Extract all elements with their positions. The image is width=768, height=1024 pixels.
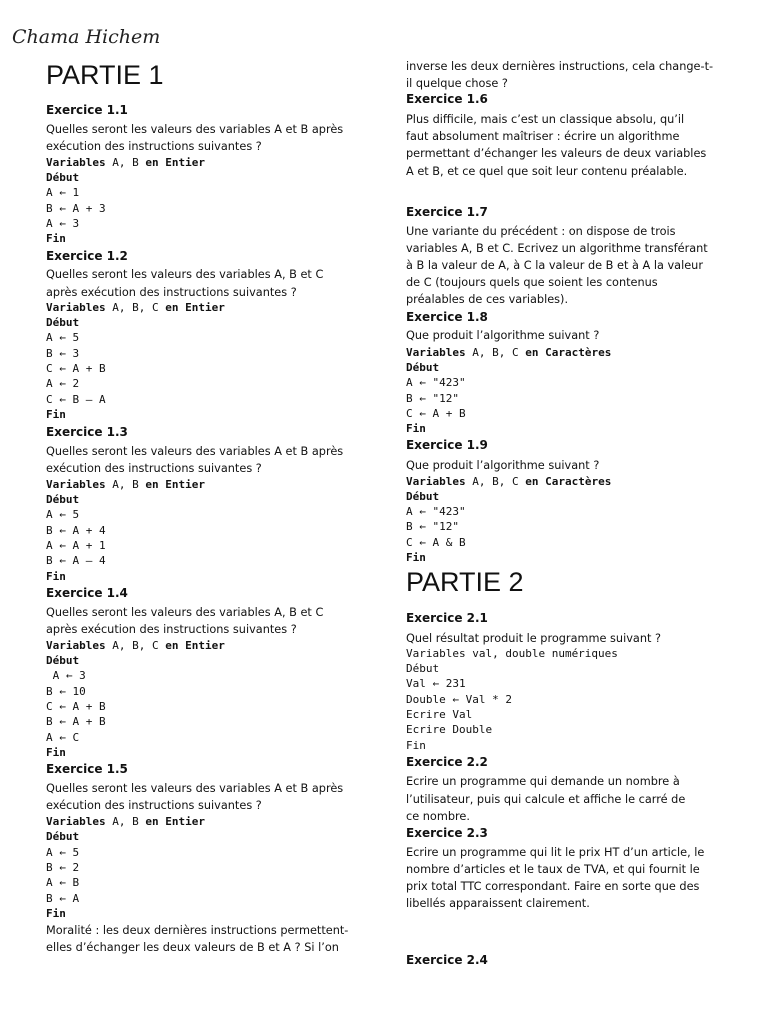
exercise-1-7-text-line: de C (toujours quels que soient les contenus <box>406 276 658 289</box>
code-line: Fin <box>46 408 66 421</box>
exercise-1-8-title: Exercice 1.8 <box>406 310 488 324</box>
exercise-1-9-question: Que produit l’algorithme suivant ? <box>406 459 600 472</box>
exercise-1-9-title: Exercice 1.9 <box>406 438 488 452</box>
exercise-1-5-moral-continuation: inverse les deux dernières instructions, cela change-t- <box>406 60 714 73</box>
exercise-1-3-question-line: exécution des instructions suivantes ? <box>46 462 262 475</box>
code-line: Ecrire Val <box>406 708 473 721</box>
code-line: Fin <box>46 570 66 583</box>
exercise-1-5-question-line: Quelles seront les valeurs des variables A et B après <box>46 782 344 795</box>
exercise-1-4-question-line: Quelles seront les valeurs des variables A, B et C <box>46 606 324 619</box>
exercise-1-6-text-line: A et B, et ce quel que soit leur contenu préalable. <box>406 165 688 178</box>
exercise-1-6-text-line: faut absolument maîtriser : écrire un algorithme <box>406 130 680 143</box>
exercise-2-3-text-line: Ecrire un programme qui lit le prix HT d’un article, le <box>406 846 705 859</box>
exercise-1-5-moral-line: elles d’échanger les deux valeurs de B et A ? Si l’on <box>46 941 339 954</box>
code-line: B ← "12" <box>406 392 459 405</box>
exercise-1-2-question-line: Quelles seront les valeurs des variables A, B et C <box>46 268 324 281</box>
code-line: C ← A + B <box>46 700 106 713</box>
code-line: Fin <box>46 907 66 920</box>
exercise-1-5-question-line: exécution des instructions suivantes ? <box>46 799 262 812</box>
code-line: A ← 3 <box>46 669 86 682</box>
code-line: B ← A + B <box>46 715 106 728</box>
exercise-1-7-text-line: préalables de ces variables). <box>406 293 569 306</box>
code-line: A ← A + 1 <box>46 539 106 552</box>
exercise-1-9-declaration: Variables A, B, C en Caractères <box>406 475 612 488</box>
exercise-1-7-text-line: Une variante du précédent : on dispose de trois <box>406 225 676 238</box>
exercise-2-3-text-line: prix total TTC correspondant. Faire en sorte que des <box>406 880 700 893</box>
code-line: Début <box>46 493 80 506</box>
code-line: B ← A + 3 <box>46 202 106 215</box>
code-line: Début <box>46 830 80 843</box>
exercise-1-7-text-line: variables A, B et C. Ecrivez un algorithme transférant <box>406 242 708 255</box>
code-line: B ← 3 <box>46 347 80 360</box>
code-line: Début <box>46 171 80 184</box>
code-line: Fin <box>46 232 66 245</box>
exercise-2-1-title: Exercice 2.1 <box>406 611 488 625</box>
partie-2-title: PARTIE 2 <box>406 567 524 597</box>
code-line: A ← C <box>46 731 80 744</box>
exercise-1-7-text-line: à B la valeur de A, à C la valeur de B et à A la valeur <box>406 259 703 272</box>
exercise-2-3-text-line: libellés apparaissent clairement. <box>406 897 590 910</box>
exercise-1-5-title: Exercice 1.5 <box>46 762 128 776</box>
exercise-1-4-declaration: Variables A, B, C en Entier <box>46 639 225 652</box>
code-line: Fin <box>46 746 66 759</box>
code-line: Début <box>46 316 80 329</box>
exercise-1-1-title: Exercice 1.1 <box>46 103 128 117</box>
exercise-1-4-question-line: après exécution des instructions suivantes ? <box>46 623 297 636</box>
exercise-2-3-title: Exercice 2.3 <box>406 826 488 840</box>
code-line: B ← 2 <box>46 861 80 874</box>
exercise-1-2-title: Exercice 1.2 <box>46 249 128 263</box>
code-line: A ← 5 <box>46 331 80 344</box>
code-line: Fin <box>406 551 426 564</box>
code-line: A ← 1 <box>46 186 80 199</box>
exercise-1-6-text-line: permettant d’échanger les valeurs de deux variables <box>406 147 707 160</box>
code-line: B ← "12" <box>406 520 459 533</box>
exercise-1-1-declaration: Variables A, B en Entier <box>46 156 205 169</box>
code-line: Variables val, double numériques <box>406 647 618 660</box>
partie-1-title: PARTIE 1 <box>46 60 164 90</box>
exercise-1-1-question-line: exécution des instructions suivantes ? <box>46 140 262 153</box>
code-line: Val ← 231 <box>406 677 466 690</box>
exercise-1-7-title: Exercice 1.7 <box>406 205 488 219</box>
code-line: A ← "423" <box>406 505 466 518</box>
exercise-1-8-question: Que produit l’algorithme suivant ? <box>406 329 600 342</box>
code-line: Début <box>406 662 440 675</box>
code-line: A ← 2 <box>46 377 80 390</box>
code-line: Début <box>406 361 440 374</box>
exercise-1-5-declaration: Variables A, B en Entier <box>46 815 205 828</box>
code-line: B ← A + 4 <box>46 524 106 537</box>
code-line: Fin <box>406 739 426 752</box>
exercise-1-3-declaration: Variables A, B en Entier <box>46 478 205 491</box>
author-name: Chama Hichem <box>12 26 161 48</box>
exercise-2-1-question: Quel résultat produit le programme suivant ? <box>406 632 662 645</box>
exercise-1-5-moral-line: Moralité : les deux dernières instructions permettent- <box>46 924 349 937</box>
exercise-1-4-title: Exercice 1.4 <box>46 586 128 600</box>
code-line: A ← 5 <box>46 846 80 859</box>
code-line: Double ← Val * 2 <box>406 693 512 706</box>
exercise-1-8-declaration: Variables A, B, C en Caractères <box>406 346 612 359</box>
code-line: Début <box>46 654 80 667</box>
code-line: Ecrire Double <box>406 723 493 736</box>
exercise-2-2-text-line: l’utilisateur, puis qui calcule et affiche le carré de <box>406 793 686 806</box>
code-line: B ← A – 4 <box>46 554 106 567</box>
exercise-1-5-moral-continuation: il quelque chose ? <box>406 77 508 90</box>
code-line: B ← A <box>46 892 80 905</box>
exercise-2-4-title: Exercice 2.4 <box>406 953 488 967</box>
exercise-1-2-question-line: après exécution des instructions suivantes ? <box>46 286 297 299</box>
code-line: Fin <box>406 422 426 435</box>
code-line: Début <box>406 490 440 503</box>
exercise-2-2-text-line: ce nombre. <box>406 810 470 823</box>
exercise-2-3-text-line: nombre d’articles et le taux de TVA, et qui fournit le <box>406 863 700 876</box>
exercise-1-3-title: Exercice 1.3 <box>46 425 128 439</box>
exercise-2-2-text-line: Ecrire un programme qui demande un nombre à <box>406 775 680 788</box>
code-line: A ← "423" <box>406 376 466 389</box>
code-line: C ← A & B <box>406 536 466 549</box>
code-line: B ← 10 <box>46 685 86 698</box>
exercise-2-2-title: Exercice 2.2 <box>406 755 488 769</box>
code-line: A ← B <box>46 876 80 889</box>
code-line: C ← A + B <box>46 362 106 375</box>
exercise-1-2-declaration: Variables A, B, C en Entier <box>46 301 225 314</box>
code-line: A ← 5 <box>46 508 80 521</box>
code-line: C ← A + B <box>406 407 466 420</box>
code-line: A ← 3 <box>46 217 80 230</box>
code-line: C ← B – A <box>46 393 106 406</box>
exercise-1-3-question-line: Quelles seront les valeurs des variables A et B après <box>46 445 344 458</box>
exercise-1-6-text-line: Plus difficile, mais c’est un classique absolu, qu’il <box>406 113 685 126</box>
exercise-1-6-title: Exercice 1.6 <box>406 92 488 106</box>
exercise-1-1-question-line: Quelles seront les valeurs des variables A et B après <box>46 123 344 136</box>
